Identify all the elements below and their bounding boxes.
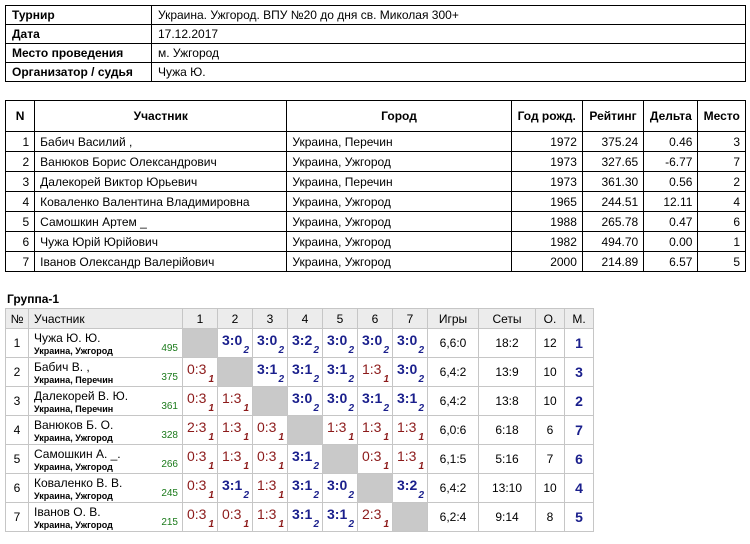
match-points: 1	[383, 432, 389, 443]
group-row	[6, 358, 594, 387]
match-points: 1	[278, 432, 284, 443]
cell-place: 6	[698, 212, 746, 232]
self-match-cell	[253, 387, 288, 416]
match-result-cell	[288, 358, 323, 387]
match-score: 1:3	[362, 361, 382, 377]
cell-name: Іванов Олександр Валерійович	[35, 252, 287, 272]
cell-city: Украина, Перечин	[287, 132, 511, 152]
match-result-cell	[183, 503, 218, 532]
match-points: 2	[418, 403, 424, 414]
match-score: 0:3	[187, 361, 207, 377]
group-place: 6	[565, 445, 594, 474]
cell-name: Далекорей Виктор Юрьевич	[35, 172, 287, 192]
group-row-num: 4	[6, 416, 29, 445]
col-header-participant: Участник	[35, 101, 287, 132]
match-result-cell	[218, 445, 253, 474]
match-score: 3:0	[397, 361, 418, 377]
match-result-cell	[358, 387, 393, 416]
table-row	[6, 192, 746, 212]
participant-city: Украина, Ужгород	[34, 491, 113, 501]
cell-delta: 6.57	[644, 252, 698, 272]
match-score: 3:1	[292, 506, 313, 522]
group-title: Группа-1	[7, 292, 60, 306]
participant-rating: 328	[161, 430, 178, 441]
match-score: 3:2	[292, 332, 313, 348]
match-score: 1:3	[222, 390, 242, 406]
group-sets: 6:18	[479, 416, 536, 445]
cell-name: Бабич Василий ,	[35, 132, 287, 152]
group-sets: 13:9	[479, 358, 536, 387]
group-games: 6,4:2	[428, 387, 479, 416]
participant-name: Бабич В. ,	[34, 360, 90, 374]
match-score: 0:3	[257, 419, 277, 435]
group-results-table	[5, 308, 594, 532]
group-participant	[29, 474, 183, 503]
cell-name: Коваленко Валентина Владимировна	[35, 192, 287, 212]
match-result-cell	[288, 474, 323, 503]
match-score: 0:3	[187, 390, 207, 406]
match-points: 2	[313, 490, 319, 501]
group-col-4: 4	[288, 309, 323, 329]
cell-n: 2	[6, 152, 35, 172]
match-result-cell	[393, 329, 428, 358]
match-score: 3:0	[292, 390, 313, 406]
group-col-participant: Участник	[29, 309, 183, 329]
group-col-points: О.	[536, 309, 565, 329]
match-score: 3:1	[257, 361, 278, 377]
match-score: 1:3	[362, 419, 382, 435]
table-row	[6, 152, 746, 172]
match-points: 1	[208, 432, 214, 443]
participant-rating: 215	[161, 517, 178, 528]
match-points: 1	[243, 519, 249, 530]
participant-name: Чужа Ю. Ю.	[34, 331, 101, 345]
match-score: 3:0	[327, 477, 348, 493]
match-points: 1	[383, 374, 389, 385]
match-score: 2:3	[187, 419, 207, 435]
cell-name: Чужа Юрій Юрійович	[35, 232, 287, 252]
match-points: 2	[418, 374, 424, 385]
self-match-cell	[323, 445, 358, 474]
match-result-cell	[358, 416, 393, 445]
match-result-cell	[323, 503, 358, 532]
match-points: 1	[208, 403, 214, 414]
cell-year: 1982	[511, 232, 582, 252]
self-match-cell	[183, 329, 218, 358]
group-place: 7	[565, 416, 594, 445]
self-match-cell	[288, 416, 323, 445]
cell-name: Самошкин Артем _	[35, 212, 287, 232]
info-value: 17.12.2017	[152, 25, 746, 44]
match-score: 0:3	[362, 448, 382, 464]
match-result-cell	[183, 387, 218, 416]
group-place: 2	[565, 387, 594, 416]
group-place: 5	[565, 503, 594, 532]
match-result-cell	[393, 387, 428, 416]
match-score: 2:3	[362, 506, 382, 522]
participant-rating: 266	[161, 459, 178, 470]
participant-city: Украина, Ужгород	[34, 520, 113, 530]
match-points: 1	[418, 461, 424, 472]
group-row-num: 1	[6, 329, 29, 358]
match-points: 1	[208, 374, 214, 385]
table-row	[6, 132, 746, 152]
group-col-6: 6	[358, 309, 393, 329]
match-result-cell	[183, 416, 218, 445]
cell-place: 3	[698, 132, 746, 152]
cell-delta: 0.46	[644, 132, 698, 152]
match-points: 2	[383, 403, 389, 414]
participant-city: Украина, Ужгород	[34, 462, 113, 472]
match-points: 1	[208, 490, 214, 501]
group-games: 6,0:6	[428, 416, 479, 445]
match-score: 1:3	[222, 419, 242, 435]
match-result-cell	[253, 503, 288, 532]
group-sets: 13:8	[479, 387, 536, 416]
group-points: 12	[536, 329, 565, 358]
match-score: 1:3	[257, 477, 277, 493]
group-games: 6,2:4	[428, 503, 479, 532]
match-points: 1	[208, 461, 214, 472]
col-header-year: Год рожд.	[511, 101, 582, 132]
match-points: 1	[278, 519, 284, 530]
match-result-cell	[218, 329, 253, 358]
info-row	[6, 63, 746, 82]
match-result-cell	[288, 329, 323, 358]
group-sets: 18:2	[479, 329, 536, 358]
match-points: 2	[348, 403, 354, 414]
match-points: 1	[243, 403, 249, 414]
match-score: 0:3	[257, 448, 277, 464]
group-col-7: 7	[393, 309, 428, 329]
match-points: 2	[313, 345, 319, 356]
cell-city: Украина, Ужгород	[287, 232, 511, 252]
match-score: 3:1	[222, 477, 243, 493]
match-result-cell	[358, 445, 393, 474]
info-row	[6, 25, 746, 44]
cell-year: 1973	[511, 172, 582, 192]
self-match-cell	[358, 474, 393, 503]
participant-name: Іванов О. В.	[34, 505, 101, 519]
match-points: 1	[243, 461, 249, 472]
match-points: 2	[348, 345, 354, 356]
self-match-cell	[393, 503, 428, 532]
info-value: м. Ужгород	[152, 44, 746, 63]
match-points: 2	[313, 374, 319, 385]
cell-n: 6	[6, 232, 35, 252]
cell-n: 4	[6, 192, 35, 212]
match-points: 2	[243, 345, 249, 356]
group-participant	[29, 503, 183, 532]
match-score: 1:3	[397, 448, 417, 464]
match-result-cell	[218, 387, 253, 416]
cell-rating: 214.89	[582, 252, 643, 272]
match-result-cell	[393, 445, 428, 474]
cell-city: Украина, Ужгород	[287, 152, 511, 172]
participant-name: Далекорей В. Ю.	[34, 389, 129, 403]
group-col-2: 2	[218, 309, 253, 329]
cell-year: 2000	[511, 252, 582, 272]
match-result-cell	[358, 503, 393, 532]
cell-n: 3	[6, 172, 35, 192]
col-header-rating: Рейтинг	[582, 101, 643, 132]
cell-delta: 0.00	[644, 232, 698, 252]
group-row-num: 5	[6, 445, 29, 474]
match-result-cell	[393, 416, 428, 445]
col-header-city: Город	[287, 101, 511, 132]
cell-n: 7	[6, 252, 35, 272]
group-row-num: 6	[6, 474, 29, 503]
match-score: 0:3	[187, 506, 207, 522]
match-result-cell	[323, 387, 358, 416]
cell-rating: 375.24	[582, 132, 643, 152]
participant-rating: 375	[161, 372, 178, 383]
info-row	[6, 6, 746, 25]
match-result-cell	[183, 445, 218, 474]
match-score: 1:3	[257, 506, 277, 522]
match-score: 3:1	[327, 506, 348, 522]
info-key: Организатор / судья	[6, 63, 152, 82]
cell-place: 5	[698, 252, 746, 272]
match-score: 3:0	[362, 332, 383, 348]
group-participant	[29, 387, 183, 416]
group-col-5: 5	[323, 309, 358, 329]
col-header-place: Место	[698, 101, 746, 132]
match-result-cell	[218, 503, 253, 532]
match-result-cell	[183, 474, 218, 503]
cell-year: 1972	[511, 132, 582, 152]
participant-name: Ванюков Б. О.	[34, 418, 114, 432]
participant-name: Коваленко В. В.	[34, 476, 123, 490]
group-games: 6,1:5	[428, 445, 479, 474]
table-row	[6, 172, 746, 192]
match-score: 3:1	[292, 477, 313, 493]
group-points: 8	[536, 503, 565, 532]
participant-city: Украина, Ужгород	[34, 346, 113, 356]
match-score: 3:0	[327, 332, 348, 348]
match-score: 1:3	[222, 448, 242, 464]
group-row-num: 7	[6, 503, 29, 532]
match-result-cell	[358, 329, 393, 358]
match-points: 1	[418, 432, 424, 443]
match-score: 3:0	[327, 390, 348, 406]
tournament-info-table	[5, 5, 746, 82]
match-points: 2	[348, 519, 354, 530]
cell-rating: 244.51	[582, 192, 643, 212]
match-result-cell	[253, 329, 288, 358]
match-score: 3:1	[362, 390, 383, 406]
cell-delta: -6.77	[644, 152, 698, 172]
match-result-cell	[253, 474, 288, 503]
match-score: 0:3	[187, 477, 207, 493]
group-col-place: М.	[565, 309, 594, 329]
match-result-cell	[253, 358, 288, 387]
group-points: 6	[536, 416, 565, 445]
group-col-1: 1	[183, 309, 218, 329]
table-row	[6, 212, 746, 232]
match-points: 1	[348, 432, 354, 443]
group-row-num: 3	[6, 387, 29, 416]
match-score: 0:3	[187, 448, 207, 464]
info-key: Место проведения	[6, 44, 152, 63]
info-value: Чужа Ю.	[152, 63, 746, 82]
match-points: 2	[313, 403, 319, 414]
group-participant	[29, 416, 183, 445]
match-result-cell	[393, 358, 428, 387]
cell-rating: 265.78	[582, 212, 643, 232]
group-sets: 13:10	[479, 474, 536, 503]
group-sets: 9:14	[479, 503, 536, 532]
cell-city: Украина, Ужгород	[287, 212, 511, 232]
group-row	[6, 416, 594, 445]
match-points: 2	[348, 490, 354, 501]
match-result-cell	[323, 329, 358, 358]
cell-city: Украина, Ужгород	[287, 252, 511, 272]
match-score: 3:1	[327, 361, 348, 377]
group-points: 10	[536, 387, 565, 416]
match-points: 2	[278, 345, 284, 356]
group-games: 6,4:2	[428, 474, 479, 503]
group-col-games: Игры	[428, 309, 479, 329]
group-points: 7	[536, 445, 565, 474]
info-value: Украина. Ужгород. ВПУ №20 до дня св. Миколая 300+	[152, 6, 746, 25]
match-result-cell	[323, 474, 358, 503]
group-place: 3	[565, 358, 594, 387]
match-points: 2	[418, 345, 424, 356]
match-points: 1	[383, 461, 389, 472]
group-row	[6, 445, 594, 474]
group-row	[6, 474, 594, 503]
info-key: Турнир	[6, 6, 152, 25]
participant-rating: 495	[161, 343, 178, 354]
cell-city: Украина, Ужгород	[287, 192, 511, 212]
participant-name: Самошкин А. _.	[34, 447, 121, 461]
cell-year: 1965	[511, 192, 582, 212]
match-score: 0:3	[222, 506, 242, 522]
cell-name: Ванюков Борис Олександрович	[35, 152, 287, 172]
participant-rating: 361	[161, 401, 178, 412]
match-result-cell	[323, 416, 358, 445]
participant-city: Украина, Ужгород	[34, 433, 113, 443]
match-result-cell	[253, 445, 288, 474]
match-points: 1	[243, 432, 249, 443]
match-result-cell	[288, 387, 323, 416]
cell-n: 1	[6, 132, 35, 152]
group-place: 4	[565, 474, 594, 503]
cell-place: 7	[698, 152, 746, 172]
match-result-cell	[288, 445, 323, 474]
table-row	[6, 252, 746, 272]
group-games: 6,4:2	[428, 358, 479, 387]
cell-place: 4	[698, 192, 746, 212]
match-points: 2	[348, 374, 354, 385]
group-row	[6, 503, 594, 532]
group-col-3: 3	[253, 309, 288, 329]
cell-place: 2	[698, 172, 746, 192]
match-result-cell	[323, 358, 358, 387]
match-score: 3:0	[257, 332, 278, 348]
match-points: 2	[313, 519, 319, 530]
col-header-delta: Дельта	[644, 101, 698, 132]
match-score: 1:3	[397, 419, 417, 435]
cell-place: 1	[698, 232, 746, 252]
match-score: 3:1	[292, 448, 313, 464]
match-points: 2	[418, 490, 424, 501]
match-score: 3:0	[397, 332, 418, 348]
match-points: 1	[278, 461, 284, 472]
match-result-cell	[183, 358, 218, 387]
info-row	[6, 44, 746, 63]
participant-rating: 245	[161, 488, 178, 499]
match-points: 1	[383, 519, 389, 530]
cell-rating: 361.30	[582, 172, 643, 192]
group-col-num: №	[6, 309, 29, 329]
match-result-cell	[218, 474, 253, 503]
group-points: 10	[536, 474, 565, 503]
group-games: 6,6:0	[428, 329, 479, 358]
match-score: 3:1	[292, 361, 313, 377]
participant-city: Украина, Перечин	[34, 404, 114, 414]
match-points: 2	[243, 490, 249, 501]
cell-n: 5	[6, 212, 35, 232]
cell-delta: 0.47	[644, 212, 698, 232]
match-result-cell	[288, 503, 323, 532]
table-row	[6, 232, 746, 252]
group-sets: 5:16	[479, 445, 536, 474]
match-score: 3:2	[397, 477, 418, 493]
match-result-cell	[358, 358, 393, 387]
match-points: 2	[383, 345, 389, 356]
group-col-sets: Сеты	[479, 309, 536, 329]
match-score: 3:1	[397, 390, 418, 406]
col-header-n: N	[6, 101, 35, 132]
match-points: 2	[313, 461, 319, 472]
match-result-cell	[253, 416, 288, 445]
match-points: 1	[278, 490, 284, 501]
group-place: 1	[565, 329, 594, 358]
cell-year: 1973	[511, 152, 582, 172]
cell-rating: 327.65	[582, 152, 643, 172]
match-points: 1	[208, 519, 214, 530]
group-participant	[29, 445, 183, 474]
cell-year: 1988	[511, 212, 582, 232]
match-result-cell	[218, 416, 253, 445]
info-key: Дата	[6, 25, 152, 44]
participant-city: Украина, Перечин	[34, 375, 114, 385]
group-points: 10	[536, 358, 565, 387]
group-participant	[29, 329, 183, 358]
cell-city: Украина, Перечин	[287, 172, 511, 192]
cell-rating: 494.70	[582, 232, 643, 252]
group-row-num: 2	[6, 358, 29, 387]
self-match-cell	[218, 358, 253, 387]
match-result-cell	[393, 474, 428, 503]
participants-header-row	[6, 101, 746, 132]
group-row	[6, 387, 594, 416]
group-header-row	[6, 309, 594, 329]
group-row	[6, 329, 594, 358]
group-participant	[29, 358, 183, 387]
match-points: 2	[278, 374, 284, 385]
cell-delta: 0.56	[644, 172, 698, 192]
participants-table	[5, 100, 746, 272]
match-score: 1:3	[327, 419, 347, 435]
match-score: 3:0	[222, 332, 243, 348]
cell-delta: 12.11	[644, 192, 698, 212]
